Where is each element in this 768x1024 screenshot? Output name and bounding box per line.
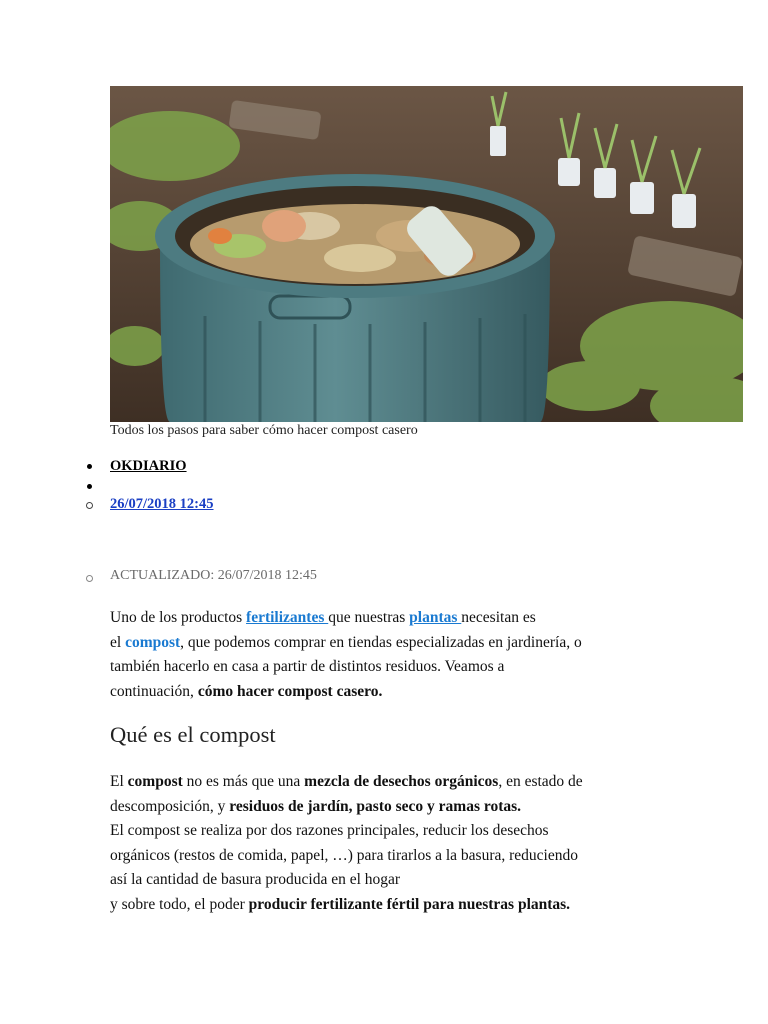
text-span: descomposición, y (110, 797, 230, 815)
plantas-link[interactable]: plantas (409, 609, 462, 626)
bold-text: mezcla de desechos orgánicos (304, 773, 499, 790)
compost-link[interactable]: compost (125, 633, 181, 651)
text-span: necesitan es (461, 609, 536, 626)
text-span: que nuestras (328, 609, 410, 626)
intro-paragraph (110, 606, 670, 704)
fertilizantes-link[interactable]: fertilizantes (246, 609, 329, 626)
date-link[interactable]: 26/07/2018 12:45 (110, 496, 214, 512)
updated-timestamp: ACTUALIZADO: 26/07/2018 12:45 (110, 568, 317, 583)
section-heading: Qué es el compost (110, 722, 276, 747)
author-link[interactable]: OKDIARIO (110, 458, 187, 474)
text-span: y sobre todo, el poder (110, 895, 249, 913)
text-span: orgánicos (restos de comida, papel, …) para tirarlos a la basura, reduciendo (110, 846, 578, 864)
text-span: continuación, (110, 682, 198, 700)
text-span: , que podemos comprar en tiendas especializadas en jardinería, o (180, 633, 582, 651)
text-span: también hacerlo en casa a partir de distintos residuos. Veamos a (110, 658, 505, 675)
text-span: así la cantidad de basura producida en el hogar (110, 871, 401, 888)
bold-text: cómo hacer compost casero. (197, 682, 383, 700)
bullet-icon (87, 464, 92, 469)
text-span: El compost se realiza por dos razones principales, reducir los desechos (110, 822, 549, 839)
circle-bullet-icon (86, 575, 93, 582)
section-paragraph (110, 770, 670, 917)
bold-text: residuos de jardín, pasto seco y ramas rotas. (229, 797, 522, 815)
text-span: Uno de los productos (110, 609, 247, 626)
text-span: el (110, 633, 126, 651)
bullet-icon (87, 484, 92, 489)
text-span: no es más que una (182, 773, 305, 790)
compost-bin-photo (110, 86, 743, 422)
bold-text: compost (127, 773, 183, 790)
text-span: , en estado de (498, 773, 583, 790)
image-caption: Todos los pasos para saber cómo hacer compost casero (110, 423, 418, 438)
bold-text: producir fertilizante fértil para nuestras plantas. (248, 895, 571, 913)
text-span: El (110, 773, 128, 790)
circle-bullet-icon (86, 502, 93, 509)
